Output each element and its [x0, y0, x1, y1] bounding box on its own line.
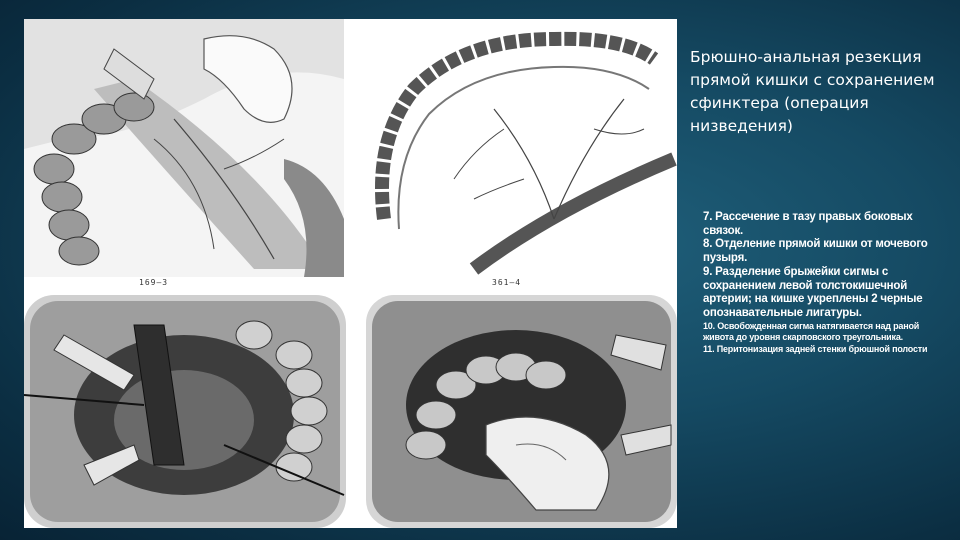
slide-title: Брюшно-анальная резекция прямой кишки с сохранением сфинктера (операция низведения): [690, 48, 935, 135]
surgical-illustration-3: [24, 295, 346, 528]
surgical-illustration-4: [366, 295, 677, 528]
procedure-step: 8. Отделение прямой кишки от мочевого пузыря.: [703, 238, 928, 265]
procedure-steps: [703, 211, 943, 355]
surgical-illustration-figure: [24, 19, 677, 528]
figure-caption-1: 169—3: [139, 278, 169, 287]
surgical-illustration-2: [354, 19, 677, 277]
figure-caption-2: 361—4: [492, 278, 522, 287]
procedure-step: 7. Рассечение в тазу правых боковых связок.: [703, 211, 913, 237]
procedure-step: 9. Разделение брыжейки сигмы с сохранением левой толстокишечной артерии; на кишке укреплены 2 черные опознавательные лигатуры.: [703, 265, 923, 319]
surgical-illustration-1: [24, 19, 344, 277]
procedure-step: 11. Перитонизация задней стенки брюшной полости: [703, 343, 928, 354]
procedure-step: 10. Освобожденная сигма натягивается над раной живота до уровня скарповского треугольника.: [703, 320, 920, 343]
